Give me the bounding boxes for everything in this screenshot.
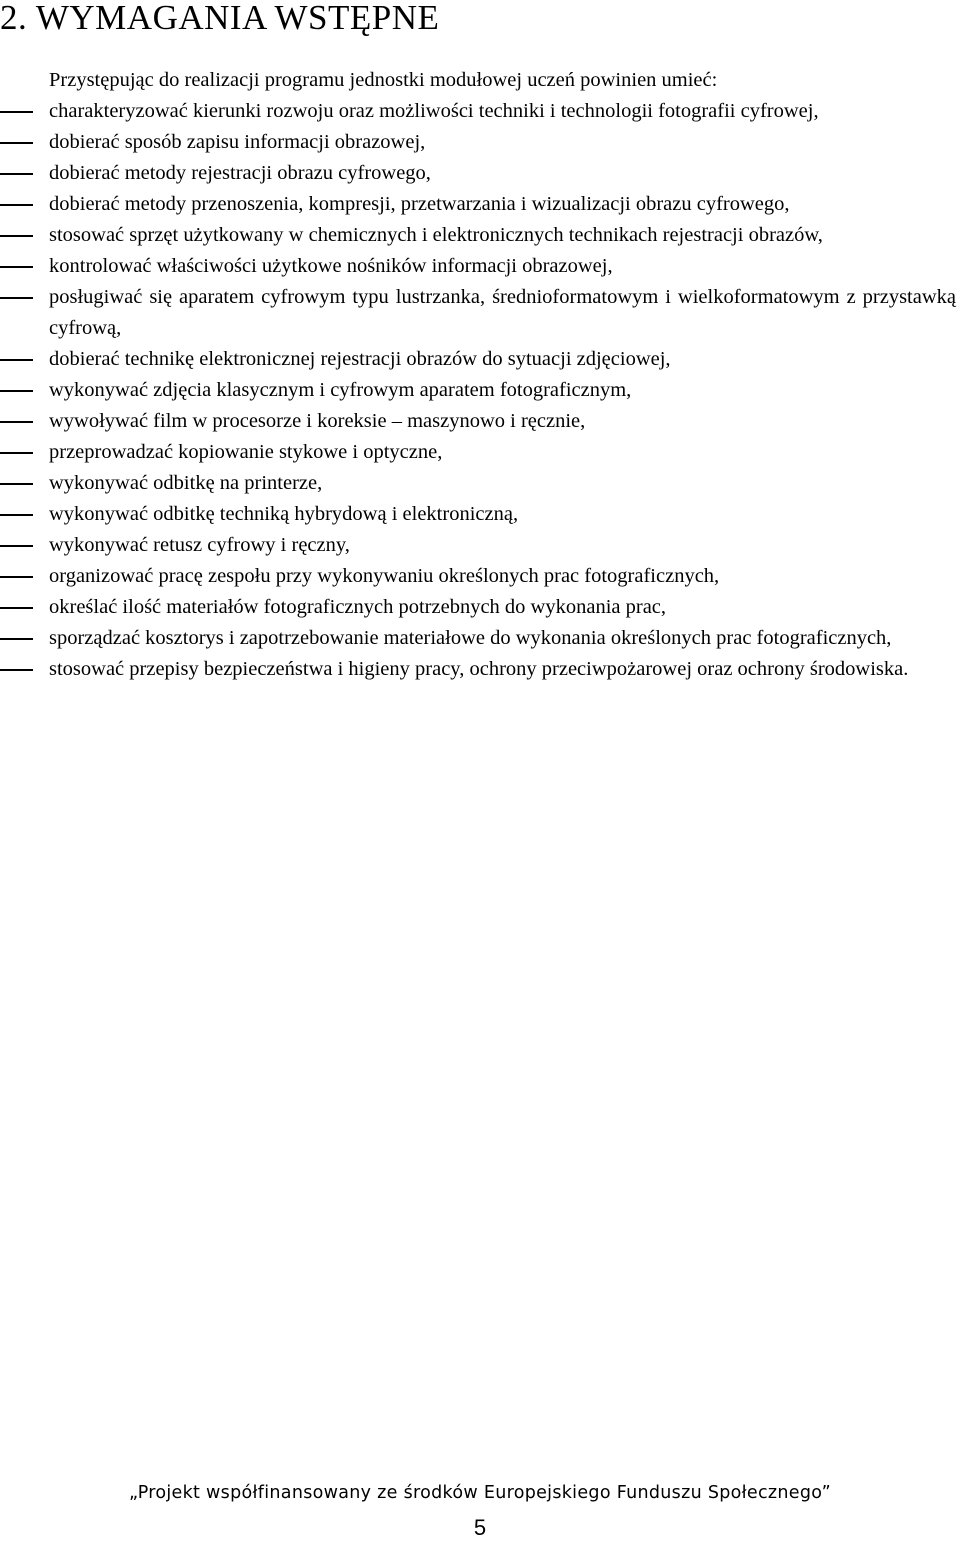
list-item [0, 189, 956, 220]
list-item-text: dobierać technikę elektronicznej rejestracji obrazów do sytuacji zdjęciowej, [49, 348, 671, 370]
list-item [0, 406, 956, 437]
list-item [0, 251, 956, 282]
footer-funding-note: „Projekt współfinansowany ze środków Europejskiego Funduszu Społecznego” [128, 1483, 832, 1503]
list-item-text: wykonywać odbitkę techniką hybrydową i elektroniczną, [49, 503, 519, 525]
dash-bullet-icon [0, 607, 33, 609]
list-item [0, 220, 956, 251]
list-item-text: kontrolować właściwości użytkowe nośników informacji obrazowej, [49, 255, 613, 277]
dash-bullet-icon [0, 576, 33, 578]
list-item [0, 499, 956, 530]
dash-bullet-icon [0, 142, 33, 144]
page-number: 5 [473, 1515, 487, 1540]
dash-bullet-icon [0, 452, 33, 454]
list-item [0, 623, 956, 654]
list-item-text: organizować pracę zespołu przy wykonywaniu określonych prac fotograficznych, [49, 565, 720, 587]
dash-bullet-icon [0, 204, 33, 206]
dash-bullet-icon [0, 173, 33, 175]
list-item-text: stosować przepisy bezpieczeństwa i higieny pracy, ochrony przeciwpożarowej oraz ochrony środowiska. [49, 658, 909, 680]
dash-bullet-icon [0, 111, 33, 113]
list-item-text: charakteryzować kierunki rozwoju oraz możliwości techniki i technologii fotografii cyfrowej, [49, 100, 819, 122]
list-item-text: określać ilość materiałów fotograficznych potrzebnych do wykonania prac, [49, 596, 667, 618]
list-item [0, 158, 956, 189]
list-item [0, 468, 956, 499]
dash-bullet-icon [0, 669, 33, 671]
intro-paragraph: Przystępując do realizacji programu jednostki modułowej uczeń powinien umieć: [49, 69, 718, 91]
dash-bullet-icon [0, 266, 33, 268]
list-item [0, 344, 956, 375]
list-item-text: wykonywać retusz cyfrowy i ręczny, [49, 534, 350, 556]
dash-bullet-icon [0, 514, 33, 516]
list-item [0, 654, 956, 685]
list-item [0, 127, 956, 158]
dash-bullet-icon [0, 297, 33, 299]
list-item [0, 592, 956, 623]
list-item [0, 437, 956, 468]
list-item [0, 282, 956, 344]
list-item-text: sporządzać kosztorys i zapotrzebowanie materiałowe do wykonania określonych prac fotograficznych, [49, 627, 892, 649]
list-item-text: wykonywać zdjęcia klasycznym i cyfrowym aparatem fotograficznym, [49, 379, 632, 401]
list-item-text: dobierać metody przenoszenia, kompresji, przetwarzania i wizualizacji obrazu cyfrowego, [49, 193, 790, 215]
dash-bullet-icon [0, 638, 33, 640]
requirements-list [0, 96, 960, 685]
list-item-text: wywoływać film w procesorze i koreksie – maszynowo i ręcznie, [49, 410, 586, 432]
list-item-text: dobierać metody rejestracji obrazu cyfrowego, [49, 162, 431, 184]
list-item-text: posługiwać się aparatem cyfrowym typu lustrzanka, średnioformatowym i wielkoformatowym z przystawką cyfrową, [49, 286, 956, 339]
list-item-text: stosować sprzęt użytkowany w chemicznych i elektronicznych technikach rejestracji obrazów, [49, 224, 823, 246]
dash-bullet-icon [0, 483, 33, 485]
dash-bullet-icon [0, 421, 33, 423]
list-item [0, 561, 956, 592]
section-heading: 2. WYMAGANIA WSTĘPNE [0, 0, 440, 37]
dash-bullet-icon [0, 390, 33, 392]
dash-bullet-icon [0, 235, 33, 237]
list-item [0, 375, 956, 406]
list-item [0, 96, 956, 127]
list-item-text: przeprowadzać kopiowanie stykowe i optyczne, [49, 441, 443, 463]
list-item [0, 530, 956, 561]
main-content [0, 65, 960, 685]
dash-bullet-icon [0, 545, 33, 547]
list-item-text: wykonywać odbitkę na printerze, [49, 472, 323, 494]
list-item-text: dobierać sposób zapisu informacji obrazowej, [49, 131, 426, 153]
dash-bullet-icon [0, 359, 33, 361]
